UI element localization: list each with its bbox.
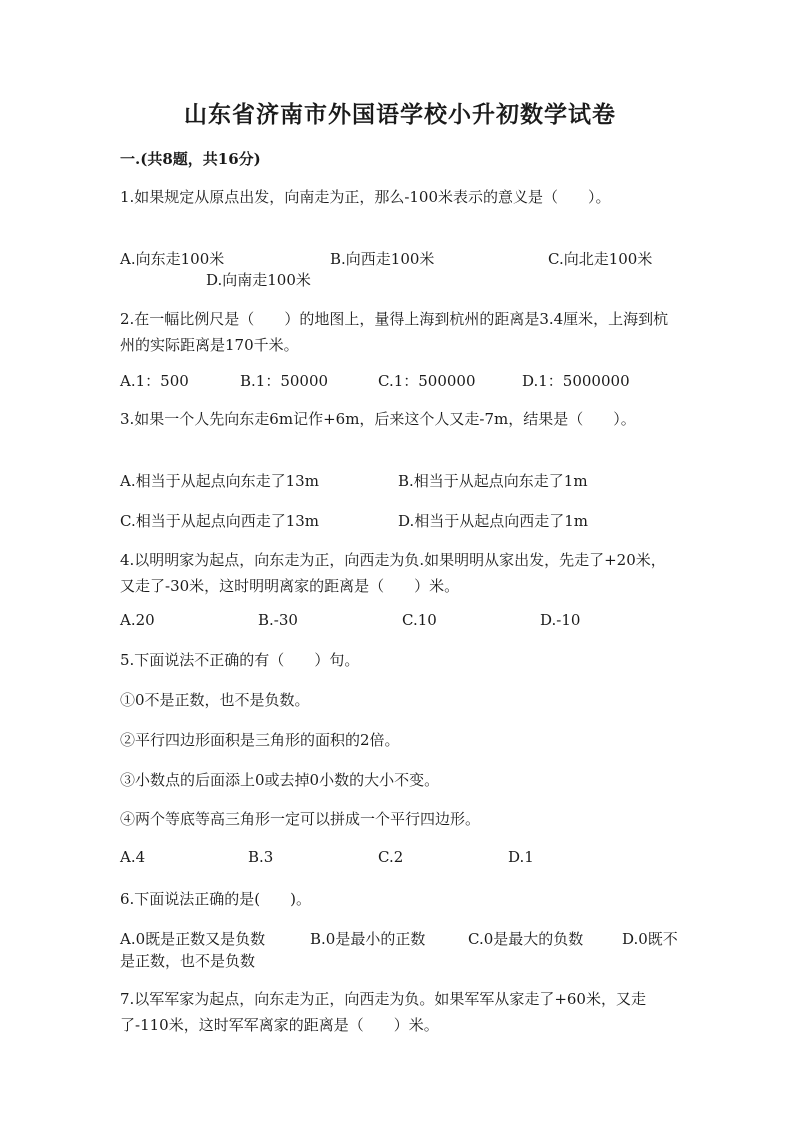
option-b: B.-30 <box>258 611 298 629</box>
option-d: D.0既不是正数，也不是负数 <box>120 930 678 970</box>
question-5-options <box>120 848 680 872</box>
question-3-options-row1 <box>120 470 680 494</box>
question-5: 5.下面说法不正确的有（ ）句。 <box>120 651 360 669</box>
option-c: C.0是最大的负数 <box>468 930 584 948</box>
option-c: C.1：500000 <box>378 372 476 390</box>
question-7: 7.以军军家为起点，向东走为正，向西走为负。如果军军从家走了+60米，又走了-110米，这时军军离家的距离是（ ）米。 <box>120 990 646 1034</box>
section-heading: 一.(共8题，共16分) <box>120 150 261 168</box>
exam-title: 山东省济南市外国语学校小升初数学试卷 <box>184 101 616 128</box>
option-d: D.1 <box>508 848 534 866</box>
question-2-options <box>120 370 680 394</box>
statement-1: ①0不是正数，也不是负数。 <box>120 691 310 709</box>
option-a: A.4 <box>120 848 146 866</box>
option-d: D.相当于从起点向西走了1m <box>398 512 589 530</box>
statement-2: ②平行四边形面积是三角形的面积的2倍。 <box>120 731 400 749</box>
option-c: C.向北走100米 <box>548 250 653 268</box>
option-c: C.10 <box>402 611 437 629</box>
option-b: B.0是最小的正数 <box>310 930 426 948</box>
question-6: 6.下面说法正确的是( )。 <box>120 890 312 908</box>
option-d: D.-10 <box>540 611 581 629</box>
question-3: 3.如果一个人先向东走6m记作+6m，后来这个人又走-7m，结果是（ ）。 <box>120 410 636 428</box>
question-4-options <box>120 611 680 635</box>
option-c: C.相当于从起点向西走了13m <box>120 512 320 530</box>
option-a: A.1：500 <box>120 372 189 390</box>
statement-4: ④两个等底等高三角形一定可以拼成一个平行四边形。 <box>120 810 481 828</box>
statement-3: ③小数点的后面添上0或去掉0小数的大小不变。 <box>120 771 440 789</box>
option-d: D.1：5000000 <box>522 372 630 390</box>
option-b: B.3 <box>248 848 274 866</box>
option-c: C.2 <box>378 848 404 866</box>
option-a: A.0既是正数又是负数 <box>120 930 266 948</box>
option-b: B.相当于从起点向东走了1m <box>398 472 588 490</box>
question-4: 4.以明明家为起点，向东走为正，向西走为负.如果明明从家出发，先走了+20米，又走了-30米，这时明明离家的距离是（ ）米。 <box>120 551 666 595</box>
option-d: D.向南走100米 <box>206 271 311 289</box>
question-2: 2.在一幅比例尺是（ ）的地图上，量得上海到杭州的距离是3.4厘米，上海到杭州的实际距离是170千米。 <box>120 310 669 354</box>
question-3-options-row2 <box>120 510 680 534</box>
option-b: B.1：50000 <box>240 372 329 390</box>
option-a: A.相当于从起点向东走了13m <box>120 472 319 490</box>
question-1-options-wrap <box>120 269 680 293</box>
question-1: 1.如果规定从原点出发，向南走为正，那么-100米表示的意义是（ ）。 <box>120 188 611 206</box>
option-b: B.向西走100米 <box>330 250 435 268</box>
option-a: A.向东走100米 <box>120 250 225 268</box>
option-a: A.20 <box>120 611 155 629</box>
